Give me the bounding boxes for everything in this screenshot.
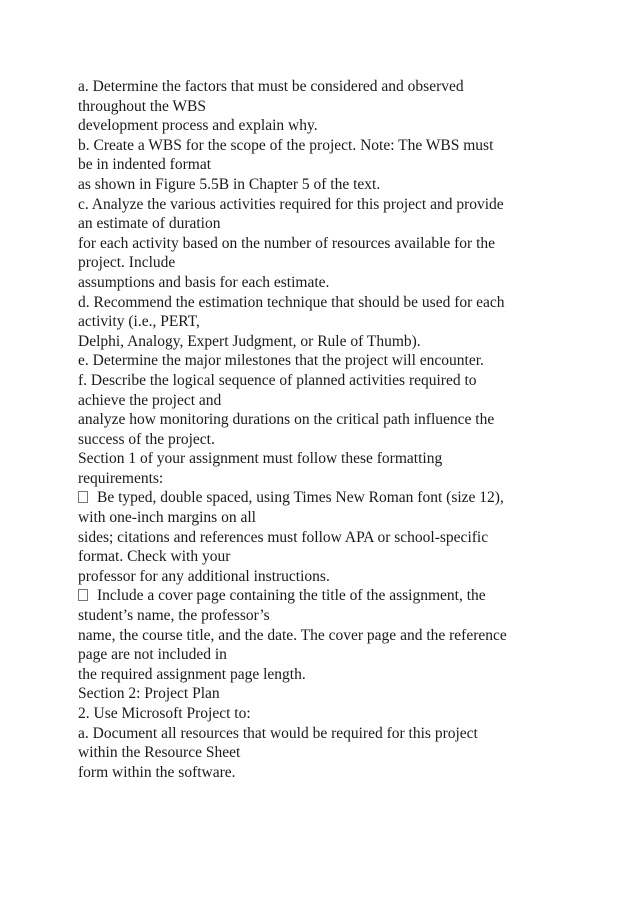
text-line: the required assignment page length. — [78, 665, 306, 683]
text-line: assumptions and basis for each estimate. — [78, 273, 330, 291]
text-line: with one-inch margins on all — [78, 509, 256, 527]
text-line: format. Check with your — [78, 548, 231, 566]
text-line: 2. Use Microsoft Project to: — [78, 705, 251, 722]
text-line: project. Include — [78, 254, 176, 272]
text-line: within the Resource Sheet — [78, 744, 241, 762]
text-line: student’s name, the professor’s — [78, 607, 270, 625]
bullet-text: Be typed, double spaced, using Times New Roman font (size 12), — [97, 489, 504, 507]
text-line: e. Determine the major milestones that the project will encounter. — [78, 352, 484, 370]
document-body — [78, 77, 568, 782]
text-line: Section 2: Project Plan — [78, 685, 220, 703]
text-line: throughout the WBS — [78, 97, 207, 115]
text-line: as shown in Figure 5.5B in Chapter 5 of the text. — [78, 175, 381, 193]
text-line: for each activity based on the number of resources available for the — [78, 234, 496, 252]
bullet-text: Include a cover page containing the title of the assignment, the — [97, 587, 486, 605]
text-line: d. Recommend the estimation technique that should be used for each — [78, 293, 505, 311]
text-line: achieve the project and — [78, 391, 222, 409]
bullet-box-icon — [78, 589, 88, 601]
text-line: a. Document all resources that would be required for this project — [78, 724, 478, 742]
text-line: an estimate of duration — [78, 215, 221, 233]
text-line: development process and explain why. — [78, 117, 318, 135]
text-line: b. Create a WBS for the scope of the project. Note: The WBS must — [78, 136, 494, 154]
text-line: sides; citations and references must follow APA or school-specific — [78, 528, 489, 546]
text-line: name, the course title, and the date. The cover page and the reference — [78, 626, 507, 644]
text-line: f. Describe the logical sequence of planned activities required to — [78, 371, 477, 389]
bullet-box-icon — [78, 491, 88, 503]
text-line: page are not included in — [78, 646, 227, 664]
text-line: form within the software. — [78, 763, 236, 781]
bullet-line — [78, 586, 568, 606]
text-line: professor for any additional instructions. — [78, 567, 330, 585]
text-line: activity (i.e., PERT, — [78, 313, 200, 331]
text-line: analyze how monitoring durations on the critical path influence the — [78, 411, 495, 429]
text-line: Delphi, Analogy, Expert Judgment, or Rule of Thumb). — [78, 332, 421, 350]
text-line: c. Analyze the various activities required for this project and provide — [78, 195, 504, 213]
text-line: requirements: — [78, 469, 164, 487]
text-line: a. Determine the factors that must be considered and observed — [78, 78, 464, 95]
bullet-line — [78, 488, 568, 508]
text-line: Section 1 of your assignment must follow these formatting — [78, 450, 443, 468]
text-line: success of the project. — [78, 430, 215, 448]
text-line: be in indented format — [78, 156, 211, 174]
